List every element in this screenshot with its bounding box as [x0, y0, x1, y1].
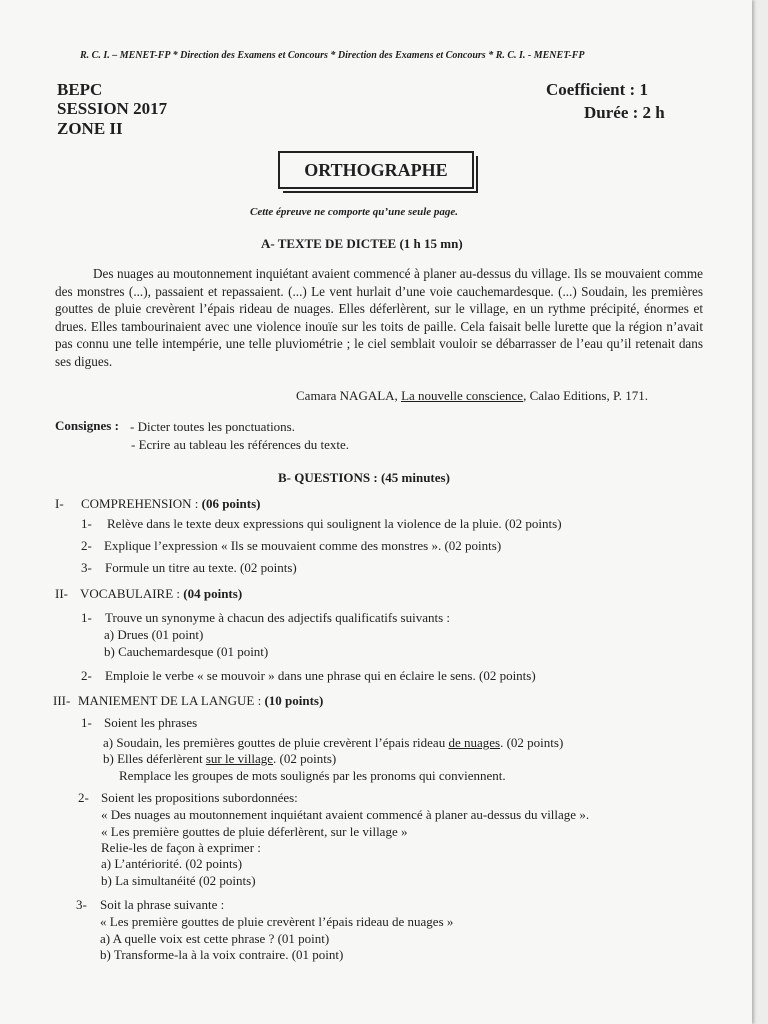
- page-title: [278, 151, 474, 189]
- question-text: Emploie le verbe « se mouvoir » dans une phrase qui en éclaire le sens. (02 points): [105, 668, 536, 683]
- section-title-comprehension: [81, 496, 261, 512]
- question-number: 1-: [81, 610, 92, 625]
- text-source: [296, 388, 648, 404]
- question-text: Soient les propositions subordonnées:: [101, 790, 298, 805]
- question-text: Formule un titre au texte. (02 points): [105, 560, 297, 575]
- underlined-group: sur le village: [205, 751, 274, 766]
- question-text: Soit la phrase suivante :: [100, 897, 225, 912]
- question-text: Explique l’expression « Ils se mouvaient comme des monstres ». (02 points): [104, 538, 502, 553]
- session-label: SESSION 2017: [57, 99, 168, 118]
- section-title-maniement: [78, 693, 323, 709]
- question-number: 1-: [81, 715, 92, 730]
- question-subitem: « Des nuages au moutonnement inquiétant avaient commencé à planer au-dessus du village ».: [101, 807, 590, 822]
- question-number: 2-: [81, 668, 92, 683]
- question-subitem: [103, 735, 563, 751]
- question-subitem: b) Transforme-la à la voix contraire. (01 point): [100, 947, 344, 962]
- consignes-label: Consignes :: [55, 418, 119, 433]
- question-subitem: a) A quelle voix est cette phrase ? (01 point): [100, 931, 330, 946]
- question-subitem: « Les première gouttes de pluie déferlèrent, sur le village »: [101, 824, 408, 839]
- question-subitem: Relie-les de façon à exprimer :: [101, 840, 261, 855]
- question-number: 3-: [76, 897, 87, 912]
- question-number: 2-: [81, 538, 92, 553]
- underlined-group: de nuages: [448, 735, 501, 750]
- question-number: 1-: [81, 516, 92, 531]
- question-number: 2-: [78, 790, 89, 805]
- coefficient-label: Coefficient : 1: [546, 80, 648, 99]
- question-subitem: « Les première gouttes de pluie crevèrent l’épais rideau de nuages »: [100, 914, 454, 929]
- question-text: Trouve un synonyme à chacun des adjectifs qualificatifs suivants :: [105, 610, 451, 625]
- question-subitem: [103, 751, 336, 767]
- source-author: Camara NAGALA,: [296, 388, 402, 403]
- subitem-text: a) Soudain, les premières gouttes de pluie crevèrent l’épais rideau: [103, 735, 449, 750]
- question-subitem: a) Drues (01 point): [104, 627, 204, 642]
- consigne-item: - Ecrire au tableau les références du texte.: [131, 437, 349, 452]
- subitem-text: . (02 points): [273, 751, 337, 766]
- zone-label: ZONE II: [57, 119, 123, 138]
- question-subitem: b) La simultanéité (02 points): [101, 873, 256, 888]
- question-text: Relève dans le texte deux expressions qui soulignent la violence de la pluie. (02 points): [107, 516, 562, 531]
- header-banner: R. C. I. – MENET-FP * Direction des Examens et Concours * Direction des Examens et Concours * R. C. I. - MENET-FP: [80, 50, 585, 61]
- part-a-heading: A- TEXTE DE DICTEE (1 h 15 mn): [261, 236, 463, 251]
- section-title-text: MANIEMENT DE LA LANGUE :: [78, 693, 265, 708]
- source-rest: , Calao Editions, P. 171.: [523, 388, 649, 403]
- source-book: La nouvelle conscience: [401, 388, 524, 403]
- section-number: II-: [55, 586, 68, 601]
- question-subitem: a) L’antériorité. (02 points): [101, 856, 243, 871]
- subitem-text: b) Elles déferlèrent: [103, 751, 206, 766]
- section-title-text: VOCABULAIRE :: [80, 586, 184, 601]
- duration-label: Durée : 2 h: [584, 103, 665, 122]
- section-title-vocabulaire: [80, 586, 242, 602]
- section-points: (06 points): [201, 496, 261, 511]
- section-points: (10 points): [264, 693, 324, 708]
- page-title-text: ORTHOGRAPHE: [304, 159, 448, 180]
- section-number: III-: [53, 693, 71, 708]
- question-subitem: b) Cauchemardesque (01 point): [104, 644, 269, 659]
- subitem-text: . (02 points): [500, 735, 564, 750]
- question-instruction: Remplace les groupes de mots soulignés par les pronoms qui conviennent.: [119, 768, 506, 783]
- section-points: (04 points): [183, 586, 243, 601]
- dictation-text: Des nuages au moutonnement inquiétant avaient commencé à planer au-dessus du village. Ils se mouvaient comme des monstres (...), passaient et repassaient. (...) Le vent hurlait d’une voie cauchemardesque. (...) Soudain, les premières gouttes de pluie crevèrent l’épais rideau de nuages. Elles déferlèrent, sur le village, en un rythme précipité, énormes et drues. Elles tambourinaient avec une violence inouïe sur les toits de paille. Cela faisait belle lurette que la région n’avait pas connu une telle intempérie, une telle pluviométrie ; le ciel semblait vouloir se débarrasser de l’eau qu’il retenait dans ses digues.: [55, 266, 703, 369]
- section-number: I-: [55, 496, 64, 511]
- section-title-text: COMPREHENSION :: [81, 496, 202, 511]
- question-text: Soient les phrases: [104, 715, 198, 730]
- single-page-note: Cette épreuve ne comporte qu’une seule page.: [250, 206, 459, 218]
- exam-label: BEPC: [57, 80, 103, 99]
- question-number: 3-: [81, 560, 92, 575]
- consigne-item: - Dicter toutes les ponctuations.: [130, 419, 295, 434]
- part-b-heading: B- QUESTIONS : (45 minutes): [278, 470, 450, 485]
